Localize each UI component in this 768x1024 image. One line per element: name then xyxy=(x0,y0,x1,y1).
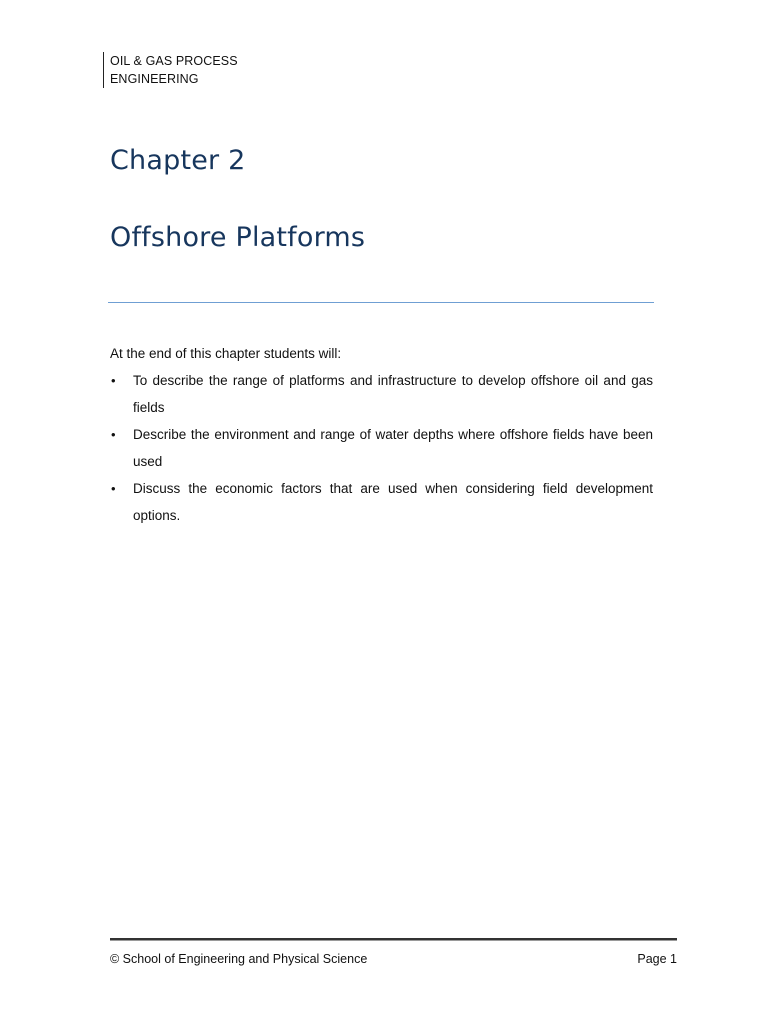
list-item xyxy=(110,421,653,475)
title-divider xyxy=(108,302,654,303)
running-header xyxy=(103,52,238,88)
header-line-2: ENGINEERING xyxy=(110,72,199,86)
bullet-icon: • xyxy=(111,427,116,442)
objectives-list xyxy=(110,367,653,529)
objective-text: Discuss the economic factors that are used when considering field development options. xyxy=(133,481,653,523)
chapter-title-heading: Offshore Platforms xyxy=(110,222,366,253)
objective-text: Describe the environment and range of water depths where offshore fields have been used xyxy=(133,427,653,469)
list-item xyxy=(110,475,653,529)
objectives-intro: At the end of this chapter students will: xyxy=(110,346,342,361)
bullet-icon: • xyxy=(111,373,116,388)
bullet-icon: • xyxy=(111,481,116,496)
learning-objectives xyxy=(110,340,653,529)
chapter-number-heading: Chapter 2 xyxy=(110,145,246,176)
header-line-1: OIL & GAS PROCESS xyxy=(110,54,238,68)
list-item xyxy=(110,367,653,421)
objective-text: To describe the range of platforms and infrastructure to develop offshore oil and gas fields xyxy=(133,373,653,415)
footer-copyright: © School of Engineering and Physical Science xyxy=(110,952,368,966)
footer-page-number: Page 1 xyxy=(637,952,677,966)
footer-divider xyxy=(110,938,677,940)
